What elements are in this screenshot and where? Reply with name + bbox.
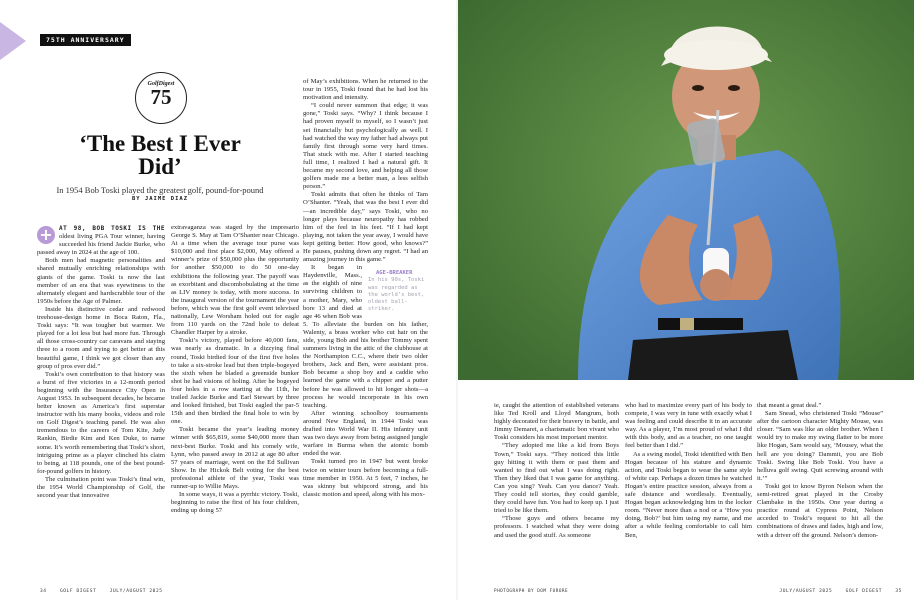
paragraph: extravaganza was staged by the impresario George S. May at Tam O’Shanter near Chicago. At a time when the average tour purse was $10,000 and first place $2,000, May offered a winner’s prize of $50,000 plus the opportunity for another $50,000 to do 50 one-day exhibitions the following year. The payoff was as exorbitant and discombobulating at the time as LIV money is today, with more success. In the inaugural version of the tournament the year before, which was the first golf event televised nationally, Lew Worsham holed out for eagle from 110 yards on the 72nd hole to defeat Chandler Harper by a stroke.	[171, 224, 299, 337]
golfer-illustration	[458, 0, 914, 380]
issue-date: JULY/AUGUST 2025	[779, 589, 833, 594]
section-tab-arrow-icon	[0, 22, 26, 60]
paragraph: After winning schoolboy tournaments around New England, in 1944 Toski was drafted into World War II. His infantry unit was two days away from being assigned jungle warfare in Burma when the atomic bomb ended the war.	[303, 409, 428, 458]
paragraph: that meant a great deal.”	[757, 402, 822, 409]
leadin: AT 98, BOB TOSKI IS THE	[59, 225, 165, 232]
column-3	[303, 78, 428, 582]
column-4	[494, 402, 619, 580]
paragraph: of May’s exhibitions. When he returned to the tour in 1955, Toski found that he had lost his motivation and intensity.	[303, 78, 428, 102]
paragraph: “I could never summon that edge; it was gone,” Toski says. “Why? I think because I had proven myself to myself, so I wasn’t just set financially but psychologically as well. I had watched the way my father had always put family first through some very hard times. That stuck with me. After I started teaching full time, I realized I had a natural gift. It became my second love, and helping all those golfers made me a better man, a less selfish person.”	[303, 102, 428, 191]
paragraph: Toski admits that often he thinks of Tam O’Shanter. “Yeah, that was the best I ever did—an incredible day,” says Toski, who no longer plays because neuropathy has robbed him of the feel in his feet. “If I had kept playing, not taken the year away, I would have kept getting better. How good, who knows?” He pauses, pushing down any regret. “I had an amazing journey in this game.”	[303, 191, 428, 264]
column-6	[757, 402, 883, 580]
badge-brand: GolfDigest	[147, 81, 175, 87]
paragraph-text: It began in Haydenville, Mass., as the eighth of nine surviving children to a mother, Mary, who bore 13 and died at age 46 when Bob was 5. To alleviate the burden on his father, Walenty, a brass worker who cut hair on the side, young Bob and his brother Tommy spent summers living in the attic of the clubhouse at the Northampton C.C., where their two older brothers, Jack and Ben, were assistant pros. Bob became a shop boy and a caddie who learned the game with a chipper and a putter before he was allowed to hit longer shots—a process he would incorporate in his own teaching.	[303, 264, 428, 409]
pull-quote	[368, 270, 428, 313]
paragraph: who had to maximize every part of his body to compete, I was very in tune with exactly what I was feeling and could describe it in an accurate way. As a player, I’m most proud of what I did with this body, and as a teacher, no one taught feel better than I did.”	[625, 402, 752, 450]
paragraph: “They adopted me like a kid from Boys Town,” Toski says. “They noticed this little guy hitting it with them or past them and wanted to find out what I was doing right. Then they liked that I was game for anything. Can you sing? Yeah. Can you dance? Yeah. They could tell stories, they could gamble, they could have fun. You had to keep up. I just tried to be like them.	[494, 442, 619, 515]
badge-number: 75	[150, 85, 172, 109]
paragraph: The culmination point was Toski’s final win, the 1954 World Championship of Golf, the second year that innovative	[37, 475, 165, 500]
page-number: 35	[895, 589, 902, 594]
paragraph	[303, 264, 428, 410]
paragraph: As a swing model, Toski identified with Ben Hogan because of his stature and dynamic action, and Toski began to wear the same style of white cap. Perhaps a dozen times he watched Hogan’s entire practice session, always from a safe distance and wordlessly. Eventually, Hogan began acknowledging him in the locker room. “Never more than a nod or a ‘How you doing, Bob?’ but him using my name, and me after a while feeling comfortable to call him Ben,	[625, 450, 752, 539]
paragraph: Toski’s own contribution to that history was a burst of five victories in a 12-month period beginning with the Insurance City Open in August 1953. In subsequent decades, he became better known as America’s first superstar instructor with his many books, videos and role on Golf Digest’s teaching panel. He was also tremendous to the careers of Tom Kite, Judy Rankin, Birdie Kim and Ken Duke, to name some. It’s worth remembering that Toski’s short, intriguing prime as a player clinched his claim to being, at 118 pounds, one of the best pound-for-pound golfers in history.	[37, 370, 165, 475]
byline: BY JAIME DIAZ	[131, 196, 189, 202]
paragraph: Inside his distinctive cedar and redwood treehouse-design home in Boca Raton, Fla., Toski says: “It was tougher but warmer. We played for a lot less but had more fun. Through all those cross-country car caravans and staying three to a room and trying to get better at this beautiful game, I think we got closer than any group of pros ever did.”	[37, 305, 165, 370]
paragraph: “Those guys and others became my professors. I watched what they were doing and used the good stuff. As someone	[494, 515, 619, 539]
paragraph: oldest living PGA Tour winner, having succeeded his friend Jackie Burke, who passed away in 2024 at the age of 100.	[37, 233, 165, 257]
paragraph: Sam Snead, who christened Toski “Mouse” after the cartoon character Mighty Mouse, was closer. “Sam was like an older brother. When I would try to make my swing flatter to be more like Hogan, Sam would say, ‘Mousey, what the hell are you doing? Dammit, you are Bob Toski. Swing like Bob Toski. You have a helluva golf swing. Quit screwing around with it.’”	[757, 410, 883, 482]
folio-left	[40, 589, 173, 594]
plus-icon: +	[37, 226, 55, 244]
issue-date: JULY/AUGUST 2025	[109, 589, 163, 594]
section-tag: 75TH ANNIVERSARY	[40, 34, 131, 46]
anniversary-badge	[135, 72, 187, 124]
pull-quote-text: In his 90s, Toski was regarded as the world’s best, oldest ball-striker.	[368, 277, 425, 313]
page-number: 34	[40, 589, 47, 594]
folio-right	[779, 589, 902, 594]
paragraph: Toski became the year’s leading money winner with $65,819, some $40,000 more than next-best Burke. Toski and his comely wife, Lynn, who passed away in 2012 at age 80 after 57 years of marriage, went on the Ed Sullivan Show. In the Hickok Belt voting for the best professional athlete of the year, Toski was runner-up to Willie Mays.	[171, 426, 299, 490]
paragraph: ie, caught the attention of established veterans like Ted Kroll and Lloyd Mangrum, both highly decorated for their bravery in battle, and Jimmy Demaret, a charismatic bon vivant who Toski considers his most important mentor.	[494, 402, 619, 442]
toski-photo	[458, 0, 914, 380]
paragraph: Toski’s victory, played before 40,000 fans, was nearly as dramatic. In a dizzying final round, Toski birdied four of the first five holes to take a six-stroke lead but then triple-bogeyed the sixth when he bladed a greenside bunker shot he had visions of holing. After he bogeyed four holes in a row starting at the 11th, he trailed Jackie Burke and Earl Stewart by three and looked finished, but Toski eagled the par-5 15th and then birdied the final hole to win by one.	[171, 337, 299, 426]
column-5	[625, 402, 752, 580]
magazine-name: GOLF DIGEST	[845, 589, 883, 594]
lead-paragraph	[37, 225, 165, 257]
paragraph: In some ways, it was a pyrrhic victory. Toski, beginning to raise the first of his four children, ending up doing 57	[171, 491, 299, 515]
headline: ‘The Best I Ever Did’	[79, 131, 241, 179]
paragraph: Toski got to know Byron Nelson when the semi-retired great played in the Crosby Clambake in the 1950s. One year during a practice round at Cypress Point, Nelson acceded to Toski’s request to hit all the combinations of draws and fades, high and low, with a driver off the ground. Nelson’s demon-	[757, 482, 883, 539]
deck: In 1954 Bob Toski played the greatest golf, pound-for-pound	[56, 185, 264, 195]
photo-credit: PHOTOGRAPH BY DOM FURORE	[494, 589, 569, 594]
pull-quote-head: AGE-BREAKER	[376, 270, 413, 277]
paragraph: Toski turned pro in 1947 but went broke twice on winter tours before becoming a full-time member in 1950. At 5 feet, 7 inches, he was skinny but whipcord strong, and his classic motion and speed, along with his mox-	[303, 458, 428, 498]
column-1	[37, 225, 165, 583]
column-2	[171, 224, 299, 582]
magazine-name: GOLF DIGEST	[59, 589, 97, 594]
paragraph: Both men had magnetic personalities and shared mutually enriching relationships with giants of the game. Toski is now the last member of an era that was eyewitness to the alternately elegant and hardscrabble tour of the 1950s before the Age of Palmer.	[37, 257, 165, 305]
